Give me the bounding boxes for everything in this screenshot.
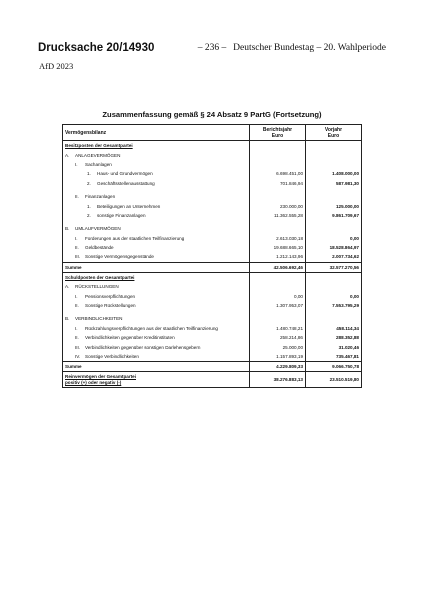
value-current: 1.307.953,07 bbox=[250, 301, 306, 310]
table-row bbox=[63, 342, 362, 351]
subgroup-row bbox=[63, 192, 362, 201]
net-assets-previous: 23.510.519,80 bbox=[306, 372, 362, 388]
table-row bbox=[63, 179, 362, 188]
row-text: Geschäftsstellenausstattung bbox=[97, 180, 155, 186]
value-previous: 458.114,34 bbox=[306, 324, 362, 333]
sum-label: Summe bbox=[63, 262, 250, 272]
value-current: 1.212.143,96 bbox=[250, 252, 306, 262]
subgroup-title: Sachanlagen bbox=[85, 161, 112, 167]
row-text: Pensionsverpflichtungen bbox=[85, 293, 136, 299]
row-text: sonstige Finanzanlagen bbox=[97, 212, 146, 218]
value-current: 19.688.665,10 bbox=[250, 243, 306, 252]
section-heading-row bbox=[63, 272, 362, 282]
row-label: II. bbox=[75, 303, 79, 309]
value-current: 1.480.748,21 bbox=[250, 324, 306, 333]
table-row bbox=[63, 201, 362, 210]
value-previous: 587.981,30 bbox=[306, 179, 362, 188]
sum-previous: 32.577.270,56 bbox=[306, 262, 362, 272]
row-label: I. bbox=[75, 293, 78, 299]
value-current: 6.698.451,00 bbox=[250, 169, 306, 178]
row-text: Haus- und Grundvermögen bbox=[97, 171, 153, 177]
publisher: Deutscher Bundestag – 20. Wahlperiode bbox=[233, 43, 386, 53]
group-row bbox=[63, 150, 362, 159]
row-text: Beteiligungen an Unternehmen bbox=[97, 203, 161, 209]
row-label: 1. bbox=[87, 171, 91, 177]
row-label: I. bbox=[75, 325, 78, 331]
row-label: B. bbox=[65, 226, 70, 232]
section-heading: Besitzposten der Gesamtpartei bbox=[63, 141, 250, 151]
net-assets-label: Reinvermögen der Gesamtpartei positiv (+) oder negativ (-) bbox=[63, 372, 250, 388]
column-header-berichtsjahr: Berichtsjahr Euro bbox=[250, 125, 306, 141]
value-previous: 31.020,46 bbox=[306, 342, 362, 351]
row-label: IV. bbox=[75, 354, 81, 359]
value-current: 0,00 bbox=[250, 291, 306, 300]
table-row bbox=[63, 252, 362, 262]
value-previous: 9.861.709,67 bbox=[306, 211, 362, 220]
value-current: 258.214,86 bbox=[250, 333, 306, 342]
value-previous: 18.528.864,97 bbox=[306, 243, 362, 252]
table-row bbox=[63, 352, 362, 362]
row-text: Verbindlichkeiten gegenüber sonstigen Darlehensgebern bbox=[85, 344, 201, 350]
value-previous: 288.352,88 bbox=[306, 333, 362, 342]
row-label: A. bbox=[65, 284, 70, 290]
row-text: Forderungen aus der staatlichen Teilfinanzierung bbox=[85, 235, 185, 241]
table-row bbox=[63, 291, 362, 300]
row-label: A. bbox=[65, 152, 70, 158]
row-label: I. bbox=[75, 161, 78, 167]
row-label: 1. bbox=[87, 203, 91, 209]
value-previous: 7.553.795,29 bbox=[306, 301, 362, 310]
value-previous: 0,00 bbox=[306, 291, 362, 300]
section-heading: Schuldposten der Gesamtpartei bbox=[63, 272, 250, 282]
row-text: Geldbestände bbox=[85, 245, 114, 251]
value-previous: 125.000,00 bbox=[306, 201, 362, 210]
row-label: II. bbox=[75, 245, 79, 251]
table-row bbox=[63, 333, 362, 342]
net-assets-row bbox=[63, 372, 362, 388]
row-label: II. bbox=[75, 194, 79, 200]
table-row bbox=[63, 301, 362, 310]
page-header bbox=[38, 42, 386, 56]
row-text: Sonstige Vermögensgegenstände bbox=[85, 254, 154, 260]
row-label: 2. bbox=[87, 212, 91, 218]
value-current: 11.362.555,28 bbox=[250, 211, 306, 220]
value-previous: 2.007.734,62 bbox=[306, 252, 362, 262]
assets-sum-row bbox=[63, 262, 362, 272]
table-row bbox=[63, 324, 362, 333]
row-text: Sonstige Rückstellungen bbox=[85, 303, 136, 309]
group-title: VERBINDLICHKEITEN bbox=[75, 316, 123, 322]
row-text: Verbindlichkeiten gegenüber Kreditinstituten bbox=[85, 335, 175, 341]
balance-table bbox=[62, 124, 362, 388]
row-label: 2. bbox=[87, 180, 91, 186]
document-number: Drucksache 20/14930 bbox=[38, 42, 155, 54]
sum-previous: 9.066.750,78 bbox=[306, 362, 362, 372]
table-row bbox=[63, 211, 362, 220]
subgroup-title: Finanzanlagen bbox=[85, 194, 116, 200]
table-header-row bbox=[63, 125, 362, 141]
sum-current: 4.229.809,33 bbox=[250, 362, 306, 372]
column-header-vorjahr: Vorjahr Euro bbox=[306, 125, 362, 141]
value-previous: 0,00 bbox=[306, 234, 362, 243]
value-current: 1.157.893,19 bbox=[250, 352, 306, 362]
row-label: B. bbox=[65, 316, 70, 322]
sum-current: 42.506.692,46 bbox=[250, 262, 306, 272]
subgroup-row bbox=[63, 160, 362, 169]
table-row bbox=[63, 169, 362, 178]
group-row bbox=[63, 224, 362, 233]
value-current: 701.846,94 bbox=[250, 179, 306, 188]
value-current: 2.613.030,18 bbox=[250, 234, 306, 243]
column-header-vermoegensbilanz: Vermögensbilanz bbox=[63, 125, 250, 141]
value-previous: 735.467,81 bbox=[306, 352, 362, 362]
party-year: AfD 2023 bbox=[39, 61, 74, 71]
group-row bbox=[63, 314, 362, 323]
value-current: 25.000,00 bbox=[250, 342, 306, 351]
net-assets-current: 38.276.883,13 bbox=[250, 372, 306, 388]
sum-label: Summe bbox=[63, 362, 250, 372]
liabilities-sum-row bbox=[63, 362, 362, 372]
row-label: I. bbox=[75, 235, 78, 241]
table-row bbox=[63, 234, 362, 243]
value-previous: 1.408.000,00 bbox=[306, 169, 362, 178]
group-row bbox=[63, 282, 362, 291]
row-label: III. bbox=[75, 344, 81, 350]
group-title: RÜCKSTELLUNGEN bbox=[75, 284, 119, 290]
table-row bbox=[63, 243, 362, 252]
table-title: Zusammenfassung gemäß § 24 Absatz 9 PartG (Fortsetzung) bbox=[102, 110, 322, 119]
page-number: – 236 – bbox=[197, 43, 227, 53]
row-label: II. bbox=[75, 335, 79, 341]
group-title: UMLAUFVERMÖGEN bbox=[75, 226, 121, 232]
row-label: III. bbox=[75, 254, 81, 260]
value-current: 230.000,00 bbox=[250, 201, 306, 210]
group-title: ANLAGEVERMÖGEN bbox=[75, 152, 121, 158]
row-text: Rückzahlungsverpflichtungen aus der staatlichen Teilfinanzierung bbox=[85, 325, 218, 331]
section-heading-row bbox=[63, 141, 362, 151]
row-text: Sonstige Verbindlichkeiten bbox=[85, 354, 139, 359]
